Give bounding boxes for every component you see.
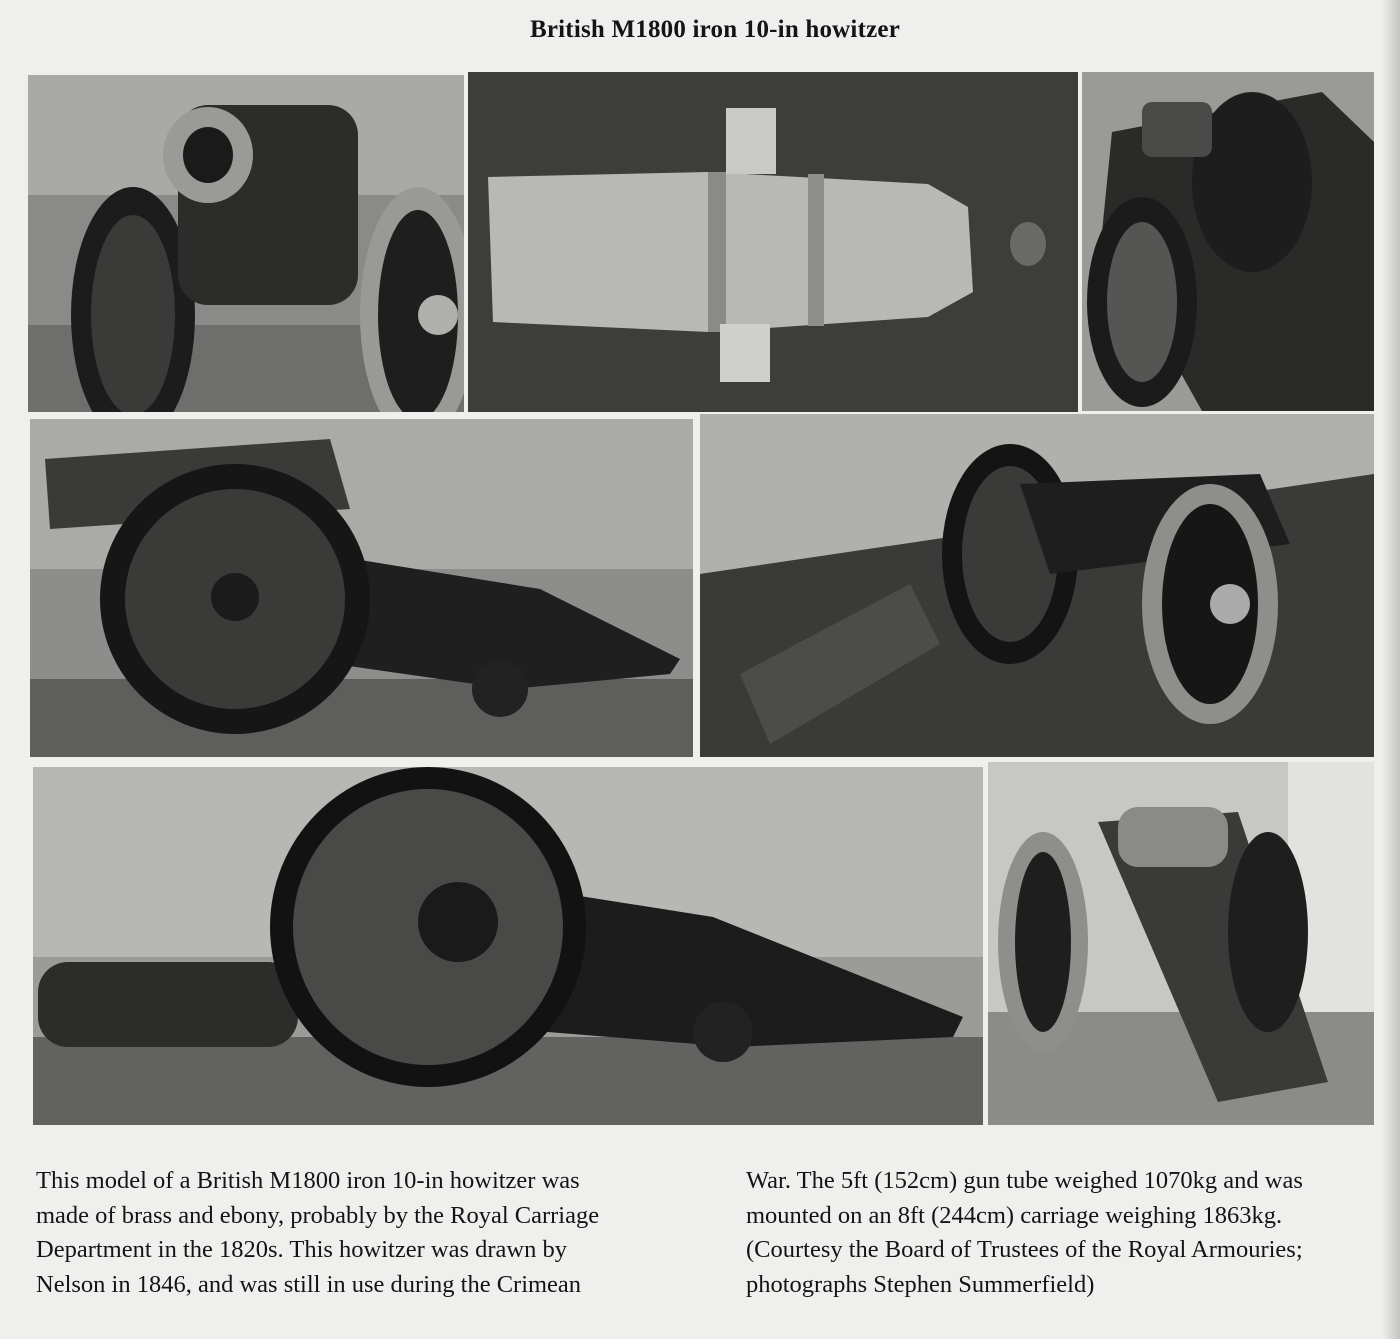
caption-right-column (746, 1164, 1378, 1302)
photo-front-view (28, 75, 464, 412)
photo-carriage-top (1082, 72, 1374, 411)
caption-line: War. The 5ft (152cm) gun tube weighed 1070kg and was (746, 1167, 1303, 1194)
photo-carriage-tube-removed (700, 414, 1374, 757)
page-edge-shadow (1382, 0, 1400, 1339)
caption-line: photographs Stephen Summerfield) (746, 1270, 1095, 1298)
caption-line: mounted on an 8ft (244cm) carriage weighing 1863kg. (746, 1201, 1283, 1229)
caption-line: made of brass and ebony, probably by the Royal Carriage (36, 1201, 600, 1229)
page-title: British M1800 iron 10-in howitzer (529, 16, 900, 43)
caption-line: Department in the 1820s. This howitzer was drawn by (36, 1236, 567, 1264)
photo-side-tube-on-floor (33, 767, 983, 1125)
caption-line: This model of a British M1800 iron 10-in howitzer was (36, 1167, 580, 1194)
photo-left-side (30, 419, 693, 757)
photo-rear-view (988, 762, 1374, 1125)
caption-line: (Courtesy the Board of Trustees of the Royal Armouries; (746, 1236, 1303, 1264)
caption-line: Nelson in 1846, and was still in use during the Crimean (36, 1270, 582, 1298)
caption-left-column (36, 1164, 670, 1302)
photo-gun-tube (468, 72, 1078, 412)
